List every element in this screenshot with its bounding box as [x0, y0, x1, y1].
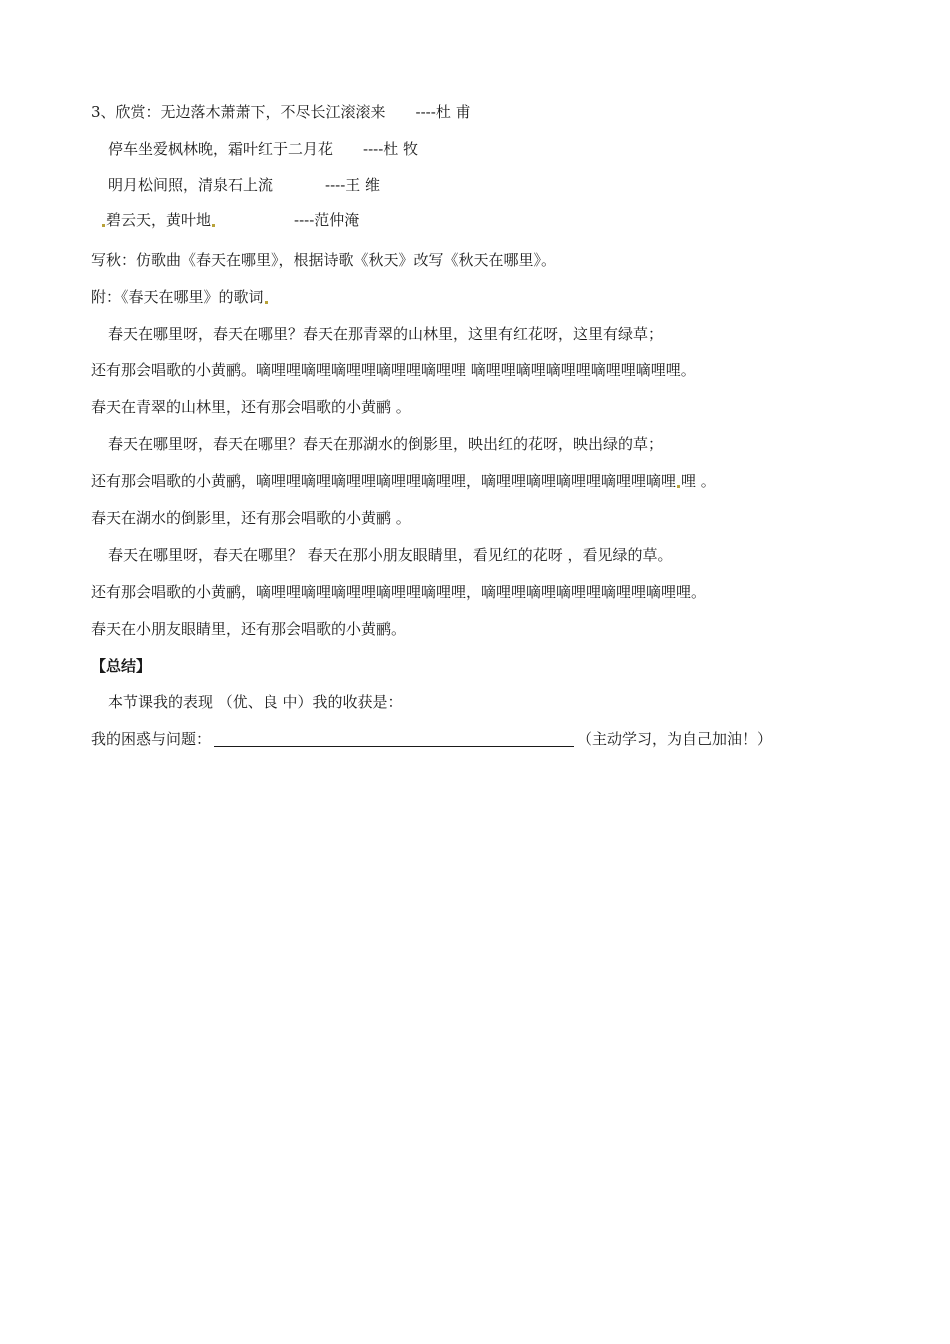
summary-questions-line [91, 729, 772, 749]
lyrics-verse-2-line-2 [91, 471, 716, 491]
lyrics-verse-1-line-1: 春天在哪里呀，春天在哪里？春天在那青翠的山林里，这里有红花呀，这里有绿草； [108, 325, 664, 343]
lyrics-verse-3-line-2: 还有那会唱歌的小黄鹂，嘀哩哩嘀哩嘀哩哩嘀哩哩嘀哩哩，嘀哩哩嘀哩嘀哩哩嘀哩哩嘀哩哩。 [91, 583, 707, 601]
lyrics-text: 哩 。 [681, 472, 716, 490]
writing-task: 写秋：仿歌曲《春天在哪里》，根据诗歌《秋天》改写《秋天在哪里》。 [91, 251, 557, 269]
appendix-line [91, 287, 269, 307]
poem-line: 停车坐爱枫林晚，霜叶红于二月花 [108, 140, 334, 158]
poem-line: 3、欣赏：无边落木萧萧下，不尽长江滚滚来 [91, 103, 386, 121]
lyrics-verse-1-line-2: 还有那会唱歌的小黄鹂。嘀哩哩嘀哩嘀哩哩嘀哩哩嘀哩哩 嘀哩哩嘀哩嘀哩哩嘀哩哩嘀哩哩。 [91, 361, 696, 379]
lyrics-verse-2-line-3: 春天在湖水的倒影里，还有那会唱歌的小黄鹂 。 [91, 509, 411, 527]
highlight-mark [102, 224, 105, 227]
appendix-text: 附：《春天在哪里》的歌词 [91, 288, 264, 306]
poem-line: 明月松间照，清泉石上流 [108, 176, 274, 194]
appreciation-line-3 [108, 175, 380, 195]
lyrics-verse-3-line-1: 春天在哪里呀，春天在哪里？ 春天在那小朋友眼睛里，看见红的花呀 ，看见绿的草。 [108, 546, 673, 564]
lyrics-verse-1-line-3: 春天在青翠的山林里，还有那会唱歌的小黄鹂 。 [91, 398, 411, 416]
lyrics-verse-3-line-3: 春天在小朋友眼睛里，还有那会唱歌的小黄鹂。 [91, 620, 407, 638]
highlight-mark [265, 301, 268, 304]
lyrics-text: 还有那会唱歌的小黄鹂，嘀哩哩嘀哩嘀哩哩嘀哩哩嘀哩哩，嘀哩哩嘀哩嘀哩哩嘀哩哩嘀哩 [91, 472, 677, 490]
appreciation-line-4 [101, 210, 359, 230]
poem-line: 碧云天，黄叶地 [106, 211, 212, 229]
summary-performance: 本节课我的表现 （优、良 中）我的收获是： [108, 693, 403, 711]
questions-answer-blank[interactable] [214, 732, 574, 747]
poem-author: ----杜 牧 [363, 140, 419, 158]
summary-heading: 【总结】 [91, 657, 152, 675]
poem-author: ----杜 甫 [415, 103, 471, 121]
appreciation-line-1 [91, 102, 471, 122]
questions-label: 我的困惑与问题： [91, 730, 212, 748]
poem-author: ----王 维 [325, 176, 381, 194]
lyrics-verse-2-line-1: 春天在哪里呀，春天在哪里？春天在那湖水的倒影里，映出红的花呀，映出绿的草； [108, 435, 664, 453]
highlight-mark [677, 485, 680, 488]
highlight-mark [212, 224, 215, 227]
appreciation-line-2 [108, 139, 418, 159]
poem-author: ----范仲淹 [294, 211, 360, 229]
encouragement-text: （主动学习，为自己加油！） [577, 730, 773, 748]
